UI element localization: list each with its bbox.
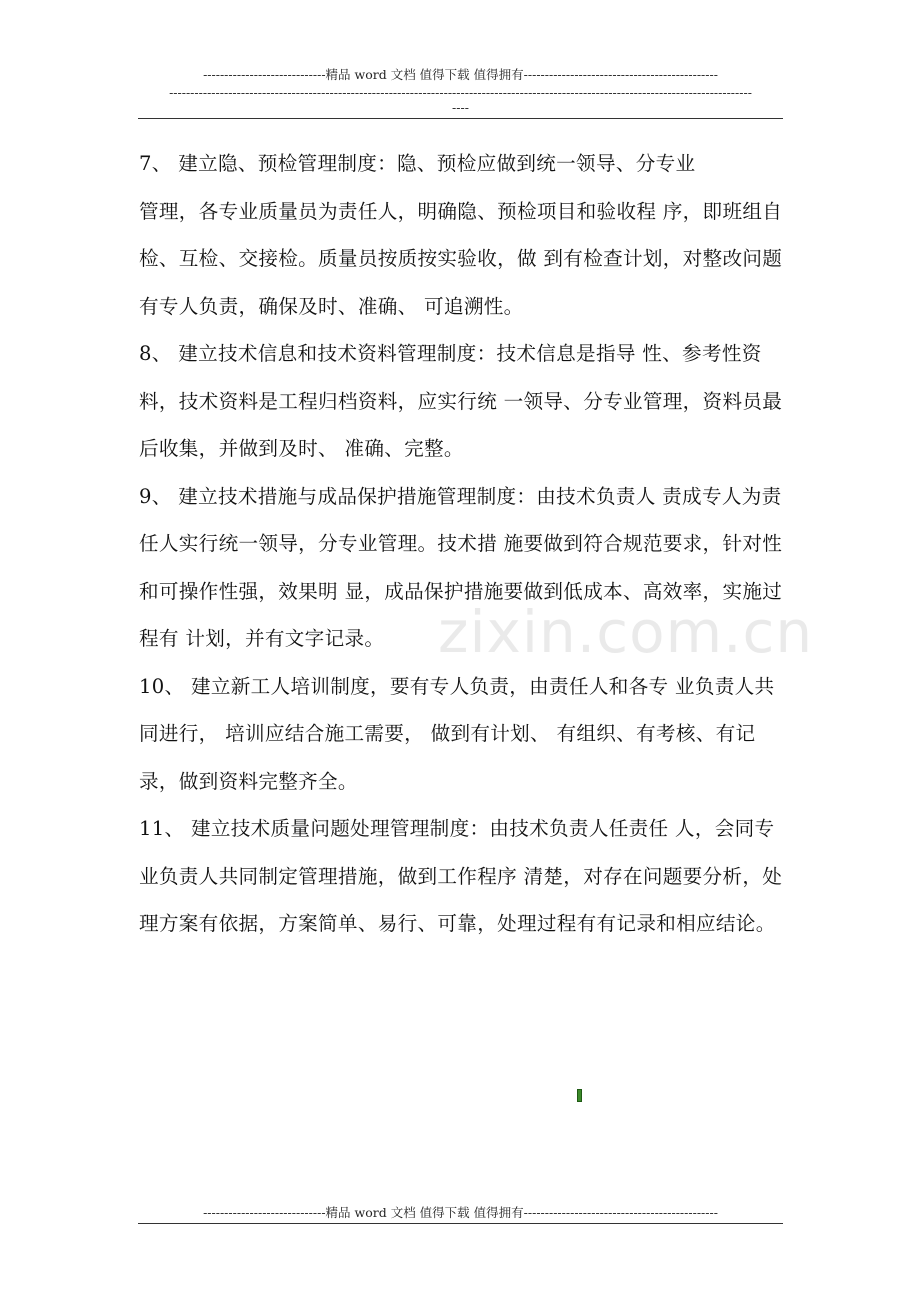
watermark: zixin.com.cn	[438, 598, 814, 666]
paragraph-7-rest: 管理，各专业质量员为责任人，明确隐、预检项目和验收程 序，即班组自检、互检、交接检。质量员按质按实验收，做 到有检查计划，对整改问题有专人负责，确保及时、准确、 可追溯性。	[139, 199, 783, 318]
header-banner: -----------------------------精品 word 文档 值得下载 值得拥有----------------------------------------------	[203, 68, 718, 82]
document-body	[139, 140, 787, 948]
paragraph-10: 10、 建立新工人培训制度，要有专人负责，由责任人和各专 业负责人共同进行， 培训应结合施工需要， 做到有计划、 有组织、有考核、有记录，做到资料完整齐全。	[139, 674, 775, 793]
green-marker-icon	[577, 1089, 582, 1102]
paragraph-7	[139, 140, 787, 330]
paragraph-7-first-line: 7、 建立隐、预检管理制度：隐、预检应做到统一领导、分专业	[139, 152, 696, 175]
footer-banner: -----------------------------精品 word 文档 值得下载 值得拥有----------------------------------------------	[203, 1206, 718, 1220]
footer-rule	[138, 1223, 783, 1224]
paragraph-9: 9、 建立技术措施与成品保护措施管理制度：由技术负责人 责成专人为责任人实行统一领导，分专业管理。技术措 施要做到符合规范要求，针对性和可操作性强，效果明 显，成品保护措施要做到低成本、高效率，实施过程有 计划，并有文字记录。	[139, 484, 783, 650]
header-dash-tail: ----	[452, 101, 469, 115]
header-rule	[138, 118, 783, 119]
paragraph-11: 11、 建立技术质量问题处理管理制度：由技术负责人任责任 人，会同专业负责人共同制定管理措施，做到工作程序 清楚，对存在问题要分析，处理方案有依据，方案简单、易行、可靠，处理过程有有记录和相应结论。	[139, 817, 783, 935]
header-dash-line: ------------------------------------------------------------------------------------------------------------------------------------------	[169, 86, 752, 100]
paragraph-8: 8、 建立技术信息和技术资料管理制度：技术信息是指导 性、参考性资料，技术资料是工程归档资料，应实行统 一领导、分专业管理，资料员最后收集，并做到及时、 准确、完整。	[139, 342, 783, 460]
